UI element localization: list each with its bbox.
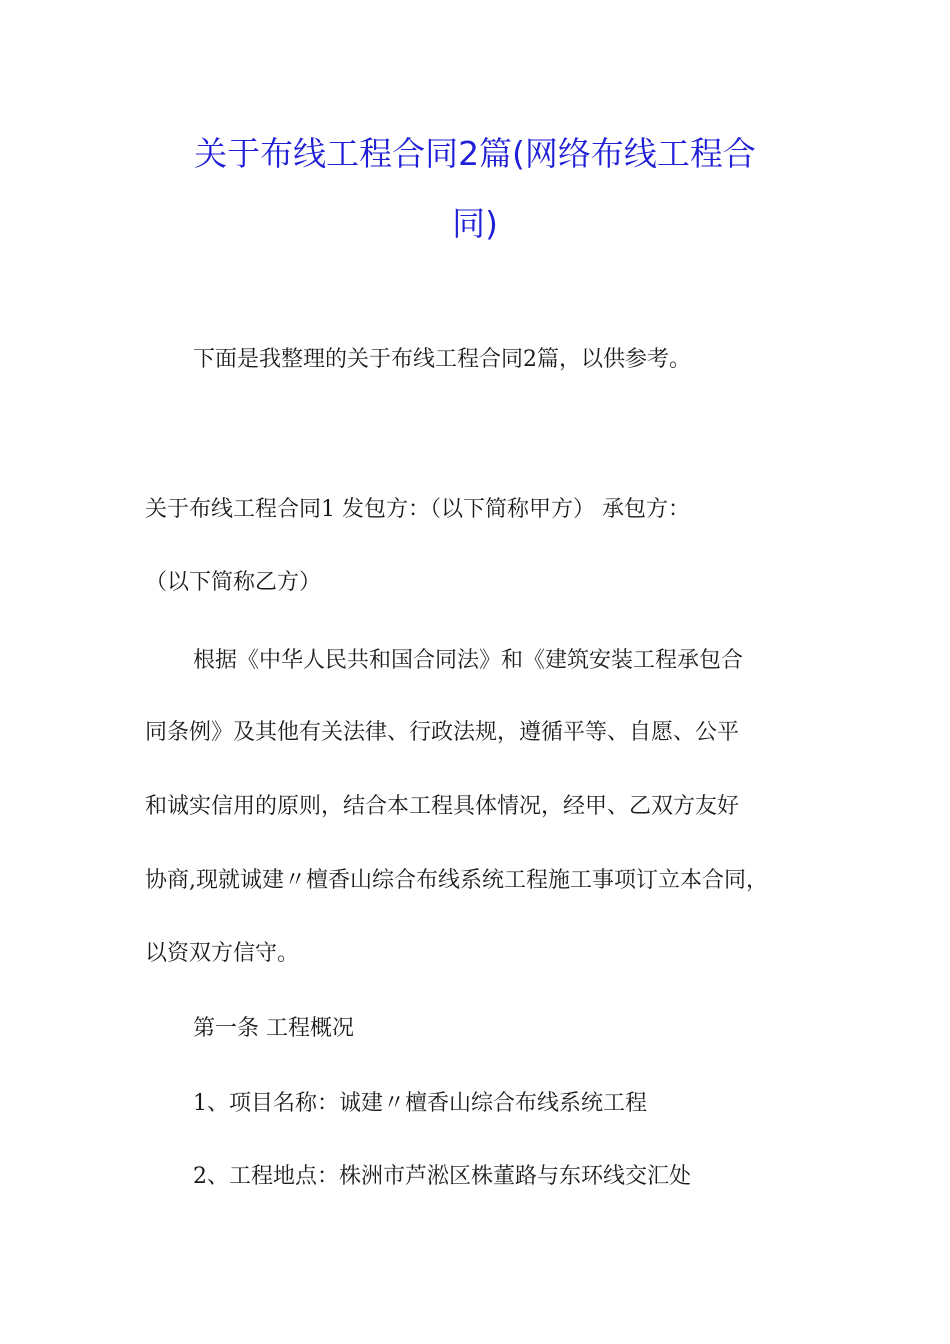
list-item: 2、工程地点：株洲市芦淞区株董路与东环线交汇处 (193, 1164, 691, 1189)
document-title-line-2: 同) (452, 204, 498, 243)
article1-heading: 第一条 工程概况 (193, 1016, 354, 1041)
paragraph-line: 和诚实信用的原则，结合本工程具体情况，经甲、乙双方友好 (145, 794, 740, 819)
intro-paragraph: 下面是我整理的关于布线工程合同2篇，以供参考。 (193, 347, 691, 372)
paragraph-line: 以资双方信守。 (145, 941, 300, 966)
list-item: 1、项目名称：诚建〃檀香山综合布线系统工程 (193, 1091, 647, 1116)
document-title-line-1: 关于布线工程合同2篇(网络布线工程合 (194, 134, 756, 173)
paragraph-line: 协商,现就诚建〃檀香山综合布线系统工程施工事项订立本合同， (145, 868, 768, 893)
section1-parties-line-2: （以下简称乙方） (145, 570, 322, 595)
paragraph-line: 根据《中华人民共和国合同法》和《建筑安装工程承包合 (193, 648, 744, 673)
section1-parties-line-1: 关于布线工程合同1 发包方：（以下简称甲方） 承包方： (145, 497, 690, 522)
paragraph-line: 同条例》及其他有关法律、行政法规，遵循平等、自愿、公平 (145, 720, 740, 745)
